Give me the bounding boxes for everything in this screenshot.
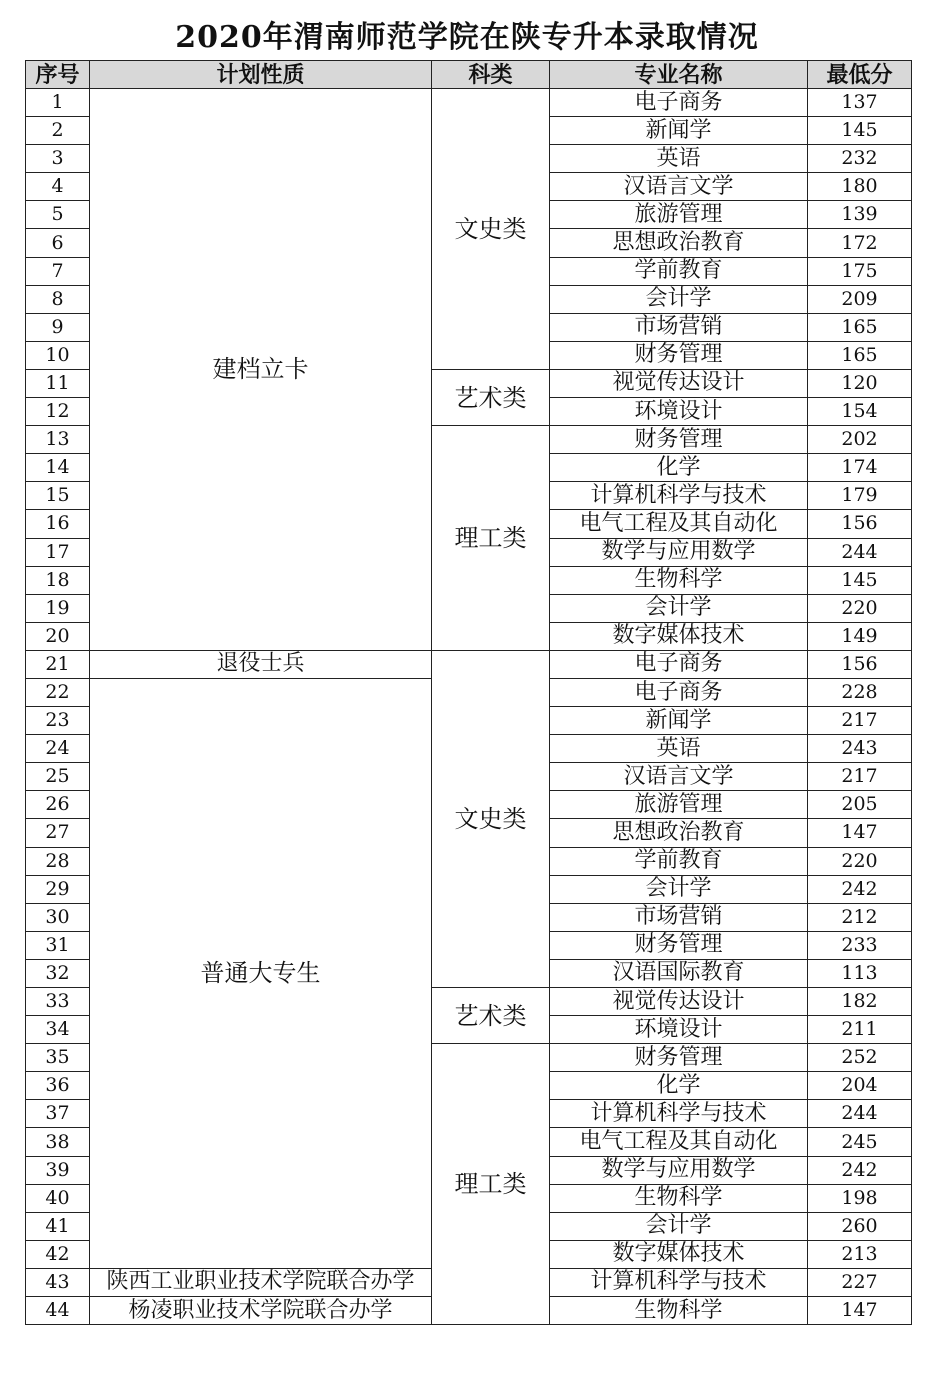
min-score: 209	[808, 285, 912, 313]
major-name: 计算机科学与技术	[550, 1100, 808, 1128]
major-name: 财务管理	[550, 341, 808, 369]
row-number: 43	[26, 1268, 90, 1296]
row-number: 30	[26, 903, 90, 931]
min-score: 244	[808, 1100, 912, 1128]
major-name: 数学与应用数学	[550, 1156, 808, 1184]
table-header-row	[26, 61, 912, 89]
row-number: 41	[26, 1212, 90, 1240]
min-score: 220	[808, 594, 912, 622]
min-score: 180	[808, 173, 912, 201]
category-cell: 艺术类	[432, 988, 550, 1044]
plan-type-cell: 退役士兵	[90, 650, 432, 678]
category-cell: 文史类	[432, 89, 550, 370]
row-number: 26	[26, 791, 90, 819]
major-name: 汉语言文学	[550, 763, 808, 791]
min-score: 137	[808, 89, 912, 117]
row-number: 29	[26, 875, 90, 903]
major-name: 数学与应用数学	[550, 538, 808, 566]
major-name: 财务管理	[550, 1044, 808, 1072]
row-number: 15	[26, 482, 90, 510]
min-score: 260	[808, 1212, 912, 1240]
min-score: 145	[808, 566, 912, 594]
major-name: 学前教育	[550, 257, 808, 285]
row-number: 38	[26, 1128, 90, 1156]
category-cell: 理工类	[432, 1044, 550, 1325]
min-score: 212	[808, 903, 912, 931]
major-name: 计算机科学与技术	[550, 482, 808, 510]
row-number: 32	[26, 959, 90, 987]
major-name: 英语	[550, 735, 808, 763]
row-number: 3	[26, 145, 90, 173]
row-number: 4	[26, 173, 90, 201]
major-name: 新闻学	[550, 707, 808, 735]
header-no: 序号	[26, 61, 90, 89]
major-name: 视觉传达设计	[550, 988, 808, 1016]
header-category: 科类	[432, 61, 550, 89]
row-number: 18	[26, 566, 90, 594]
min-score: 165	[808, 313, 912, 341]
major-name: 汉语言文学	[550, 173, 808, 201]
min-score: 156	[808, 650, 912, 678]
min-score: 232	[808, 145, 912, 173]
row-number: 8	[26, 285, 90, 313]
major-name: 旅游管理	[550, 791, 808, 819]
major-name: 思想政治教育	[550, 229, 808, 257]
row-number: 16	[26, 510, 90, 538]
min-score: 242	[808, 875, 912, 903]
min-score: 165	[808, 341, 912, 369]
major-name: 旅游管理	[550, 201, 808, 229]
min-score: 198	[808, 1184, 912, 1212]
header-min-score: 最低分	[808, 61, 912, 89]
min-score: 252	[808, 1044, 912, 1072]
major-name: 会计学	[550, 1212, 808, 1240]
row-number: 23	[26, 707, 90, 735]
min-score: 205	[808, 791, 912, 819]
row-number: 34	[26, 1016, 90, 1044]
min-score: 147	[808, 819, 912, 847]
major-name: 财务管理	[550, 931, 808, 959]
row-number: 36	[26, 1072, 90, 1100]
major-name: 电气工程及其自动化	[550, 1128, 808, 1156]
row-number: 40	[26, 1184, 90, 1212]
min-score: 154	[808, 398, 912, 426]
major-name: 计算机科学与技术	[550, 1268, 808, 1296]
major-name: 电子商务	[550, 678, 808, 706]
min-score: 213	[808, 1240, 912, 1268]
row-number: 20	[26, 622, 90, 650]
min-score: 204	[808, 1072, 912, 1100]
major-name: 环境设计	[550, 1016, 808, 1044]
major-name: 生物科学	[550, 1184, 808, 1212]
plan-type-cell: 建档立卡	[90, 89, 432, 651]
major-name: 化学	[550, 454, 808, 482]
min-score: 120	[808, 369, 912, 397]
row-number: 14	[26, 454, 90, 482]
min-score: 242	[808, 1156, 912, 1184]
row-number: 12	[26, 398, 90, 426]
row-number: 19	[26, 594, 90, 622]
min-score: 233	[808, 931, 912, 959]
row-number: 2	[26, 117, 90, 145]
major-name: 会计学	[550, 875, 808, 903]
major-name: 财务管理	[550, 426, 808, 454]
row-number: 24	[26, 735, 90, 763]
min-score: 174	[808, 454, 912, 482]
min-score: 244	[808, 538, 912, 566]
major-name: 生物科学	[550, 566, 808, 594]
row-number: 6	[26, 229, 90, 257]
row-number: 21	[26, 650, 90, 678]
major-name: 数字媒体技术	[550, 622, 808, 650]
min-score: 227	[808, 1268, 912, 1296]
major-name: 学前教育	[550, 847, 808, 875]
min-score: 243	[808, 735, 912, 763]
min-score: 182	[808, 988, 912, 1016]
row-number: 33	[26, 988, 90, 1016]
major-name: 市场营销	[550, 313, 808, 341]
row-number: 25	[26, 763, 90, 791]
min-score: 156	[808, 510, 912, 538]
major-name: 电子商务	[550, 89, 808, 117]
min-score: 172	[808, 229, 912, 257]
table-row	[26, 650, 912, 678]
row-number: 44	[26, 1297, 90, 1325]
major-name: 环境设计	[550, 398, 808, 426]
min-score: 145	[808, 117, 912, 145]
min-score: 179	[808, 482, 912, 510]
row-number: 1	[26, 89, 90, 117]
category-cell: 文史类	[432, 650, 550, 987]
category-cell: 理工类	[432, 426, 550, 651]
table-row	[26, 89, 912, 117]
major-name: 生物科学	[550, 1297, 808, 1325]
major-name: 思想政治教育	[550, 819, 808, 847]
min-score: 211	[808, 1016, 912, 1044]
row-number: 28	[26, 847, 90, 875]
row-number: 37	[26, 1100, 90, 1128]
page-title: 2020年渭南师范学院在陕专升本录取情况	[175, 20, 759, 55]
row-number: 11	[26, 369, 90, 397]
major-name: 电气工程及其自动化	[550, 510, 808, 538]
min-score: 175	[808, 257, 912, 285]
row-number: 9	[26, 313, 90, 341]
row-number: 35	[26, 1044, 90, 1072]
min-score: 149	[808, 622, 912, 650]
plan-type-cell: 普通大专生	[90, 678, 432, 1268]
major-name: 新闻学	[550, 117, 808, 145]
major-name: 会计学	[550, 594, 808, 622]
row-number: 7	[26, 257, 90, 285]
plan-type-cell: 陕西工业职业技术学院联合办学	[90, 1268, 432, 1296]
major-name: 电子商务	[550, 650, 808, 678]
min-score: 139	[808, 201, 912, 229]
row-number: 27	[26, 819, 90, 847]
table-body	[26, 89, 912, 1325]
min-score: 220	[808, 847, 912, 875]
row-number: 31	[26, 931, 90, 959]
row-number: 22	[26, 678, 90, 706]
min-score: 113	[808, 959, 912, 987]
row-number: 5	[26, 201, 90, 229]
min-score: 147	[808, 1297, 912, 1325]
major-name: 化学	[550, 1072, 808, 1100]
min-score: 245	[808, 1128, 912, 1156]
row-number: 39	[26, 1156, 90, 1184]
major-name: 视觉传达设计	[550, 369, 808, 397]
min-score: 217	[808, 763, 912, 791]
min-score: 228	[808, 678, 912, 706]
header-plan: 计划性质	[90, 61, 432, 89]
major-name: 汉语国际教育	[550, 959, 808, 987]
row-number: 42	[26, 1240, 90, 1268]
min-score: 202	[808, 426, 912, 454]
major-name: 数字媒体技术	[550, 1240, 808, 1268]
category-cell: 艺术类	[432, 369, 550, 425]
major-name: 英语	[550, 145, 808, 173]
admission-table	[25, 60, 912, 1325]
min-score: 217	[808, 707, 912, 735]
row-number: 10	[26, 341, 90, 369]
major-name: 会计学	[550, 285, 808, 313]
plan-type-cell: 杨凌职业技术学院联合办学	[90, 1297, 432, 1325]
major-name: 市场营销	[550, 903, 808, 931]
header-major: 专业名称	[550, 61, 808, 89]
row-number: 17	[26, 538, 90, 566]
row-number: 13	[26, 426, 90, 454]
